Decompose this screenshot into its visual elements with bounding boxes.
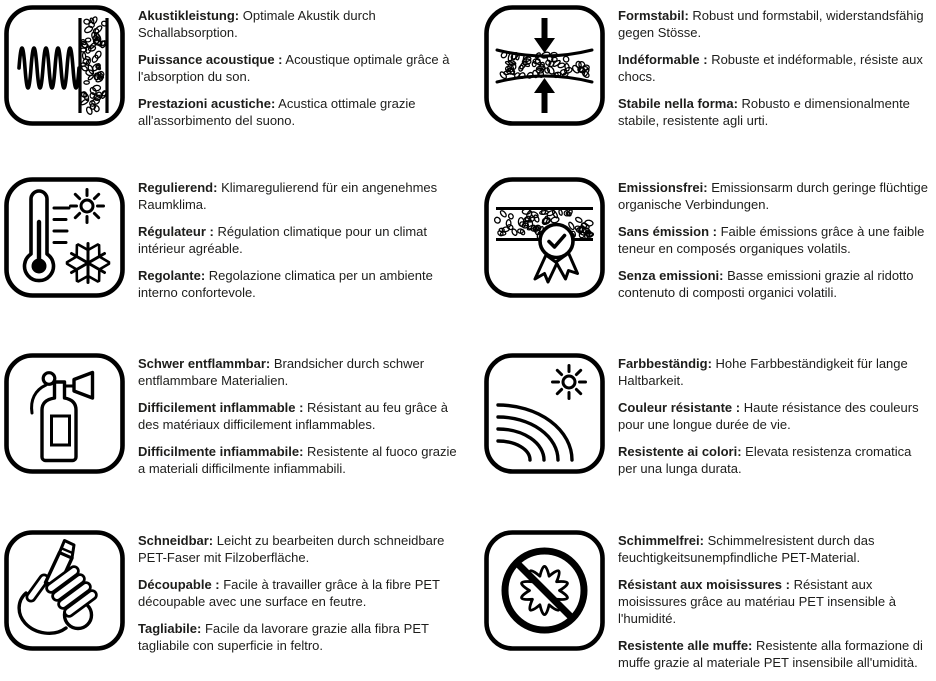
feature-term-fr: Indéformable : [618,52,708,67]
feature-desc-fr: Acoustique optimale grâce à l'absorption du son. [138,52,449,84]
feature-paragraph-de [618,355,933,389]
feature-desc-it: Acustica ottimale grazie all'assorbimento del suono. [138,96,415,128]
feature-term-de: Schwer entflammbar: [138,356,270,371]
feature-desc-de: Leicht zu bearbeiten durch schneidbare PET-Faser mit Filzoberfläche. [138,533,444,565]
sound-absorption-icon [4,5,125,126]
feature-paragraph-it [618,95,933,129]
feature-term-fr: Régulateur : [138,224,214,239]
feature-term-de: Regulierend: [138,180,217,195]
feature-paragraph-fr [618,51,933,85]
feature-term-it: Regolante: [138,268,205,283]
feature-desc-fr: Faible émissions grâce à une faible teneur en composés organiques volatils. [618,224,924,256]
feature-paragraph-it [138,267,460,301]
feature-paragraph-de [138,179,460,213]
feature-desc-de: Hohe Farbbeständigkeit für lange Haltbarkeit. [618,356,908,388]
feature-desc-it: Elevata resistenza cromatica per una lunga durata. [618,444,911,476]
feature-desc-de: Brandsicher durch schwer entflammbare Materialien. [138,356,424,388]
feature-texts [618,530,933,681]
feature-term-de: Farbbeständig: [618,356,712,371]
mold-resistant-icon [484,530,605,651]
feature-term-de: Formstabil: [618,8,689,23]
feature-paragraph-it [138,443,460,477]
feature-desc-it: Facile da lavorare grazie alla fibra PET tagliabile con superficie in feltro. [138,621,429,653]
feature-term-it: Stabile nella forma: [618,96,738,111]
cuttable-icon [4,530,125,651]
feature-term-de: Schneidbar: [138,533,213,548]
feature-paragraph-fr [618,399,933,433]
feature-term-it: Resistente alle muffe: [618,638,752,653]
feature-paragraph-fr [138,576,460,610]
feature-texts [618,177,933,311]
feature-term-de: Schimmelfrei: [618,533,704,548]
feature-term-fr: Difficilement inflammable : [138,400,303,415]
feature-term-it: Prestazioni acustiche: [138,96,275,111]
feature-desc-de: Optimale Akustik durch Schallabsorption. [138,8,376,40]
feature-desc-de: Robust und formstabil, widerstandsfähig gegen Stösse. [618,8,924,40]
feature-paragraph-de [138,532,460,566]
feature-term-it: Senza emissioni: [618,268,723,283]
climate-regulation-icon [4,177,125,298]
fire-resistant-icon [4,353,125,474]
feature-desc-it: Resistente alla formazione di muffe grazie al materiale PET insensibile all'umidità. [618,638,923,670]
feature-paragraph-fr [618,223,933,257]
feature-desc-fr: Facile à travailler grâce à la fibre PET découpable avec une surface en feutre. [138,577,440,609]
feature-desc-fr: Haute résistance des couleurs pour une longue durée de vie. [618,400,919,432]
feature-paragraph-de [138,7,460,41]
feature-paragraph-it [138,620,460,654]
feature-term-fr: Sans émission : [618,224,717,239]
feature-desc-fr: Régulation climatique pour un climat intérieur agréable. [138,224,427,256]
feature-paragraph-de [618,7,933,41]
feature-paragraph-it [618,637,933,671]
feature-tile-regulating [4,177,484,353]
feature-paragraph-de [618,532,933,566]
feature-paragraph-de [618,179,933,213]
feature-texts [138,353,460,487]
feature-texts [138,5,460,139]
feature-desc-de: Klimaregulierend für ein angenehmes Raumklima. [138,180,437,212]
feature-paragraph-fr [618,576,933,627]
feature-texts [618,353,933,487]
feature-tile-colorfast [484,353,936,530]
feature-paragraph-it [618,267,933,301]
feature-paragraph-fr [138,223,460,257]
feature-tile-emissionfree [484,177,936,353]
feature-term-it: Resistente ai colori: [618,444,742,459]
low-emission-icon [484,177,605,298]
feature-term-it: Difficilmente infiammabile: [138,444,303,459]
feature-tile-acoustic [4,5,484,177]
feature-desc-fr: Résistant au feu grâce à des matériaux difficilement inflammables. [138,400,448,432]
feature-term-fr: Résistant aux moisissures : [618,577,790,592]
feature-term-fr: Couleur résistante : [618,400,740,415]
feature-desc-de: Schimmelresistent durch das feuchtigkeitsunempfindliche PET-Material. [618,533,875,565]
feature-term-it: Tagliabile: [138,621,201,636]
feature-term-de: Akustikleistung: [138,8,239,23]
feature-texts [138,177,460,311]
feature-texts [618,5,933,139]
feature-desc-it: Resistente al fuoco grazie a materiali difficilmente infiammabili. [138,444,457,476]
feature-desc-fr: Résistant aux moisissures grâce au matériau PET insensible à l'humidité. [618,577,896,626]
feature-term-fr: Puissance acoustique : [138,52,283,67]
feature-term-de: Emissionsfrei: [618,180,708,195]
feature-texts [138,530,460,664]
feature-tile-formstable [484,5,936,177]
feature-paragraph-it [138,95,460,129]
colorfast-icon [484,353,605,474]
feature-paragraph-fr [138,399,460,433]
feature-desc-it: Basse emissioni grazie al ridotto contenuto di composti organici volatili. [618,268,914,300]
feature-desc-it: Regolazione climatica per un ambiente interno confortevole. [138,268,433,300]
compression-resistance-icon [484,5,605,126]
feature-paragraph-it [618,443,933,477]
feature-tile-cuttable [4,530,484,681]
feature-paragraph-de [138,355,460,389]
feature-desc-de: Emissionsarm durch geringe flüchtige organische Verbindungen. [618,180,928,212]
feature-tile-fireresistant [4,353,484,530]
feature-term-fr: Découpable : [138,577,220,592]
feature-desc-it: Robusto e dimensionalmente stabile, resistente agli urti. [618,96,910,128]
feature-desc-fr: Robuste et indéformable, résiste aux chocs. [618,52,923,84]
feature-tile-moldresistant [484,530,936,681]
feature-paragraph-fr [138,51,460,85]
